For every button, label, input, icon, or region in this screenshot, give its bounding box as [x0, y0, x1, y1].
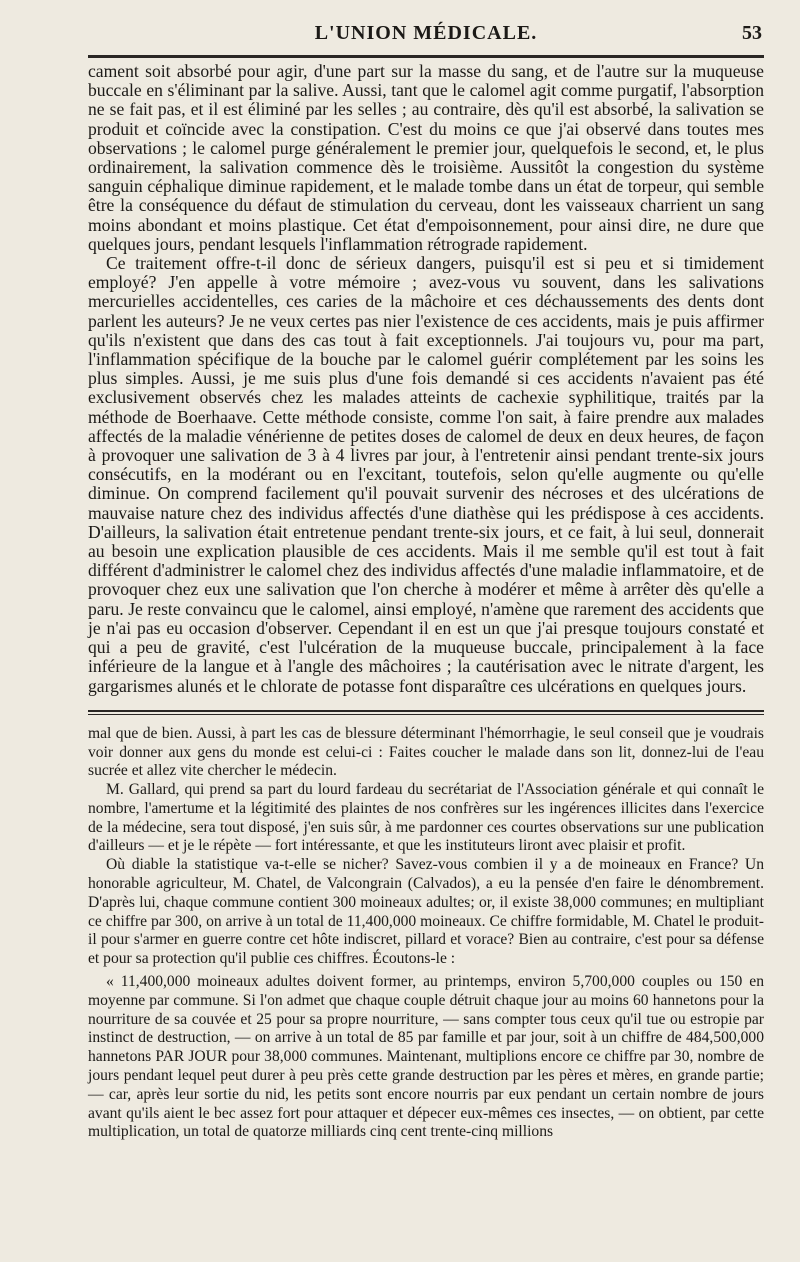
feuilleton-paragraph-4: « 11,400,000 moineaux adultes doivent former, au printemps, environ 5,700,000 couples ou 150 en moyenne par commune. Si l'on admet que chaque couple détruit chaque jour au moins 60 hannetons pour la nourriture de sa couvée et 25 pour sa propre nourriture, — sans compter tous ceux qu'il tue ou estropie par instinct de destruction, — on arrive à un total de 85 par famille et par jour, soit à un chiffre de 484,500,000 hannetons PAR JOUR pour 38,000 communes. Maintenant, multiplions encore ce chiffre par 30, nombre de jours pendant lequel peut durer à peu près cette grande destruction par les pères et mères, en grande partie; — car, après leur sortie du nid, les petits sont encore nourris par eux pendant un certain nombre de jours avant qu'ils aient le bec assez fort pour attaquer et dépecer eux-mêmes ces insectes, — on obtient, par cette multiplication, un total de quatorze milliards cinq cent trente-cinq millions	[88, 973, 764, 1141]
feuilleton-paragraph-3: Où diable la statistique va-t-elle se nicher? Savez-vous combien il y a de moineaux en France? Un honorable agriculteur, M. Chatel, de Valcongrain (Calvados), a eu la pensée d'en faire le dénombrement. D'après lui, chaque commune contient 300 moineaux adultes; or, il existe 38,000 communes; en multipliant ce chiffre par 300, on arrive à un total de 11,400,000 moineaux. Ce chiffre formidable, M. Chatel le produit-il pour s'armer en guerre contre cet hôte indiscret, pillard et vorace? Bien au contraire, c'est pour sa défense et pour sa protection qu'il publie ces chiffres. Écoutons-le :	[88, 856, 764, 968]
page-number: 53	[742, 22, 762, 44]
article-body	[88, 62, 764, 696]
feuilleton-paragraph-2: M. Gallard, qui prend sa part du lourd fardeau du secrétariat de l'Association générale et qui connaît le nombre, l'amertume et la légitimité des plaintes de nos confrères sur les ingérences illicites dans l'exercice de la médecine, sera tout disposé, j'en suis sûr, à me pardonner ces courtes observations sur une publication d'ailleurs — et je le répète — fort intéressante, et que les instituteurs liront avec plaisir et profit.	[88, 781, 764, 855]
header-rule	[88, 55, 764, 58]
article-paragraph-1: cament soit absorbé pour agir, d'une part sur la masse du sang, et de l'autre sur la muqueuse buccale en s'éliminant par la salive. Aussi, tant que le calomel agit comme purgatif, l'absorption ne se fait pas, et il est éliminé par les selles ; au contraire, dès qu'il est absorbé, la salivation se produit et coïncide avec la constipation. C'est du moins ce que j'ai observé dans toutes mes observations ; le calomel purge généralement le premier jour, quelquefois le second, et, le plus ordinairement, la salivation commence dès le troisième. Aussitôt la congestion du système sanguin céphalique diminue rapidement, et le malade tombe dans un état de torpeur, qui semble être la conséquence du défaut de stimulation du cerveau, dont les vaisseaux charrient un sang moins abondant et moins plastique. Cet état d'empoisonnement, pour ainsi dire, ne dure que quelques jours, pendant lesquels l'inflammation rétrograde rapidement.	[88, 61, 764, 254]
article-paragraph-2: Ce traitement offre-t-il donc de sérieux dangers, puisqu'il est si peu et si timidement employé? J'en appelle à votre mémoire ; avez-vous vu souvent, dans les salivations mercurielles accidentelles, ces caries de la mâchoire et ces déchaussements des dents dont parlent les auteurs? Je ne veux certes pas nier l'existence de ces accidents, mais je puis affirmer qu'ils n'existent que dans des cas tout à fait exceptionnels. J'ai toujours vu, pour ma part, l'inflammation spécifique de la bouche par le calomel guérir complétement par les soins les plus simples. Aussi, je me suis plus d'une fois demandé si ces accidents n'avaient pas été exclusivement observés chez les malades atteints de cachexie syphilitique, traités par la méthode de Boerhaave. Cette méthode consiste, comme l'on sait, à faire prendre aux malades affectés de la maladie vénérienne de petites doses de calomel de deux en deux heures, de façon à provoquer une salivation de 3 à 4 livres par jour, à l'entretenir ainsi pendant trente-six jours consécutifs, en la modérant ou en l'excitant, toutefois, selon qu'elle augmente ou qu'elle diminue. On comprend facilement qu'il pouvait survenir des nécroses et des ulcérations de mauvaise nature chez des individus affectés d'une diathèse qui les prédispose à ces accidents. D'ailleurs, la salivation était entretenue pendant trente-six jours, et ce fait, à lui seul, donnerait au besoin une explication plausible de ces accidents. Mais il me semble qu'il est tout à fait différent d'administrer le calomel chez des individus affectés d'une maladie inflammatoire, et de provoquer chez eux une salivation que l'on cherche à modérer et même à arrêter dès qu'elle a paru. Je reste convaincu que le calomel, ainsi employé, n'amène que rarement des accidents que je n'ai pas eu occasion d'observer. Cependant il en est un que j'ai presque toujours constaté et qui a peu de gravité, c'est l'ulcération de la muqueuse buccale, principalement à la face inférieure de la langue et à l'angle des mâchoires ; la cautérisation avec le nitrate d'argent, les gargarismes alunés et le chlorate de potasse font disparaître ces ulcérations en quelques jours.	[88, 253, 764, 696]
feuilleton-body	[88, 725, 764, 1143]
feuilleton-divider	[88, 710, 764, 715]
running-title: L'UNION MÉDICALE.	[314, 22, 538, 44]
feuilleton-paragraph-1: mal que de bien. Aussi, à part les cas de blessure déterminant l'hémorrhagie, le seul conseil que je voudrais voir donner aux gens du monde est celui-ci : Faites coucher le malade dans son lit, donnez-lui de l'eau sucrée et allez vite chercher le médecin.	[88, 724, 764, 780]
page-header	[88, 22, 764, 62]
